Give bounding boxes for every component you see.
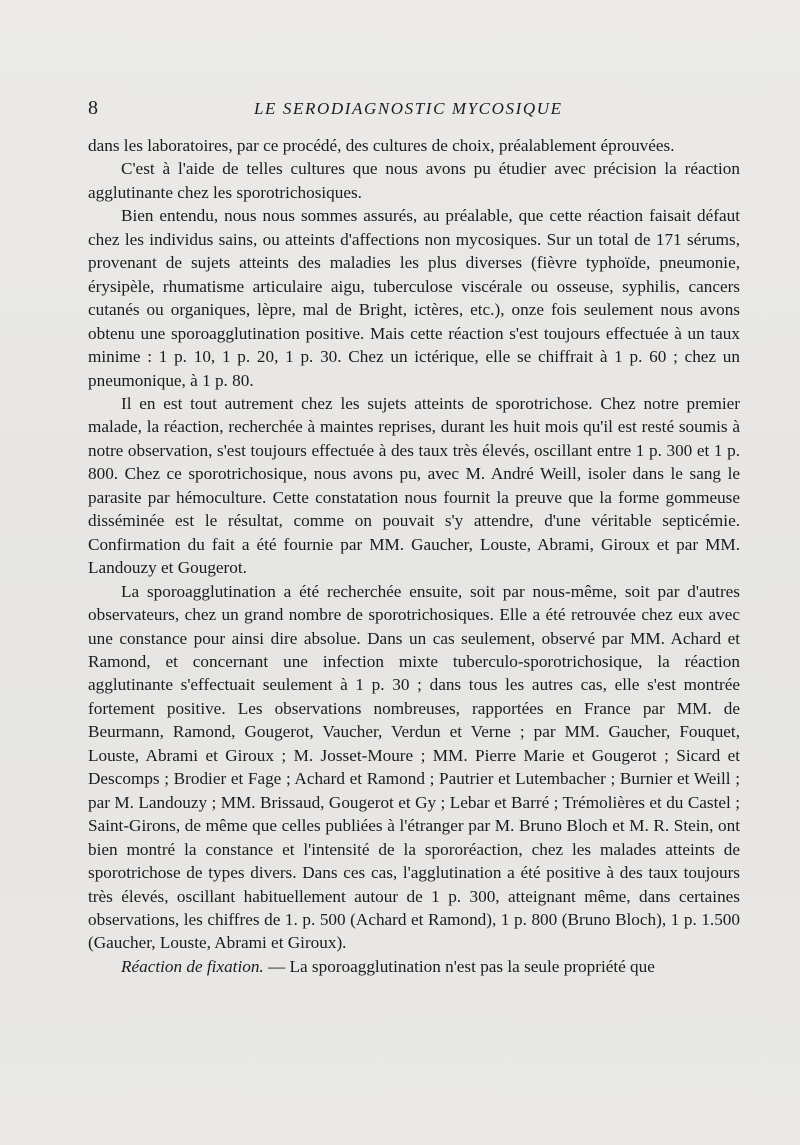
section-label: Réaction de fixation. bbox=[121, 956, 264, 976]
paragraph: Il en est tout autrement chez les sujets atteints de sporotrichose. Chez notre premier malade, la réaction, recherchée à maintes reprises, durant les huit mois qu'il est resté soumis à notre observation, s'est toujours effectuée à des taux très élevés, oscillant entre 1 p. 300 et 1 p. 800. Chez ce sporotrichosique, nous avons pu, avec M. André Weill, isoler dans le sang le parasite par hémoculture. Cette constatation nous fournit la preuve que la forme gommeuse disséminée est le résultat, comme on pouvait s'y attendre, d'une véritable septicémie. Confirmation du fait a été fournie par MM. Gaucher, Louste, Abrami, Giroux et par MM. Landouzy et Gougerot. bbox=[88, 393, 740, 578]
paragraph-continued: dans les laboratoires, par ce procédé, des cultures de choix, préalablement éprouvées. bbox=[88, 136, 675, 155]
paragraph: Bien entendu, nous nous sommes assurés, au préalable, que cette réaction faisait défaut chez les individus sains, ou atteints d'affections non mycosiques. Sur un total de 171 sérums, provenant de sujets atteints des maladies les plus diverses (fièvre typhoïde, pneumonie, érysipèle, rhumatisme articulaire aigu, tuberculose viscérale ou osseuse, syphilis, cancers cutanés ou organiques, lèpre, mal de Bright, ictères, etc.), onze fois seulement nous avons obtenu une sporoagglutination positive. Mais cette réaction s'est toujours effectuée à un taux minime : 1 p. 10, 1 p. 20, 1 p. 30. Chez un ictérique, elle se chiffrait à 1 p. 60 ; chez un pneumonique, à 1 p. 80. bbox=[88, 206, 740, 390]
page-number: 8 bbox=[88, 97, 99, 119]
paragraph-fixation bbox=[88, 955, 740, 978]
paragraph: C'est à l'aide de telles cultures que nous avons pu étudier avec précision la réaction agglutinante chez les sporotrichosiques. bbox=[88, 159, 740, 202]
running-title: LE SERODIAGNOSTIC MYCOSIQUE bbox=[254, 99, 563, 118]
paragraph-text: — La sporoagglutination n'est pas la seule propriété que bbox=[263, 956, 655, 976]
paragraph: La sporoagglutination a été recherchée ensuite, soit par nous-même, soit par d'autres observateurs, chez un grand nombre de sporotrichosiques. Elle a été retrouvée chez eux avec une constance pour ainsi dire absolue. Dans un cas seulement, observé par MM. Achard et Ramond, et concernant une infection mixte tuberculo-sporotrichosique, la réaction agglutinante s'effectuait seulement à 1 p. 30 ; dans tous les autres cas, elle s'est montrée fortement positive. Les observations nombreuses, rapportées en France par MM. de Beurmann, Ramond, Gougerot, Vaucher, Verdun et Verne ; par MM. Gaucher, Fouquet, Louste, Abrami et Giroux ; M. Josset-Moure ; MM. Pierre Marie et Gougerot ; Sicard et Descomps ; Brodier et Fage ; Achard et Ramond ; Pautrier et Lutembacher ; Burnier et Weill ; par M. Landouzy ; MM. Brissaud, Gougerot et Gy ; Lebar et Barré ; Trémolières et du Castel ; Saint-Girons, de même que celles publiées à l'étranger par M. Bruno Bloch et M. R. Stein, ont bien montré la constance et l'intensité de la spororéaction, chez les malades atteints de sporotrichose de types divers. Dans ces cas, l'agglutination a été positive à des taux toujours très élevés, oscillant habituellement autour de 1 p. 300, atteignant même, dans certaines observations, les chiffres de 1. p. 500 (Achard et Ramond), 1 p. 800 (Bruno Bloch), 1 p. 1.500 (Gaucher, Louste, Abrami et Giroux). bbox=[88, 581, 740, 953]
body-text bbox=[88, 134, 740, 978]
running-header bbox=[88, 97, 740, 123]
